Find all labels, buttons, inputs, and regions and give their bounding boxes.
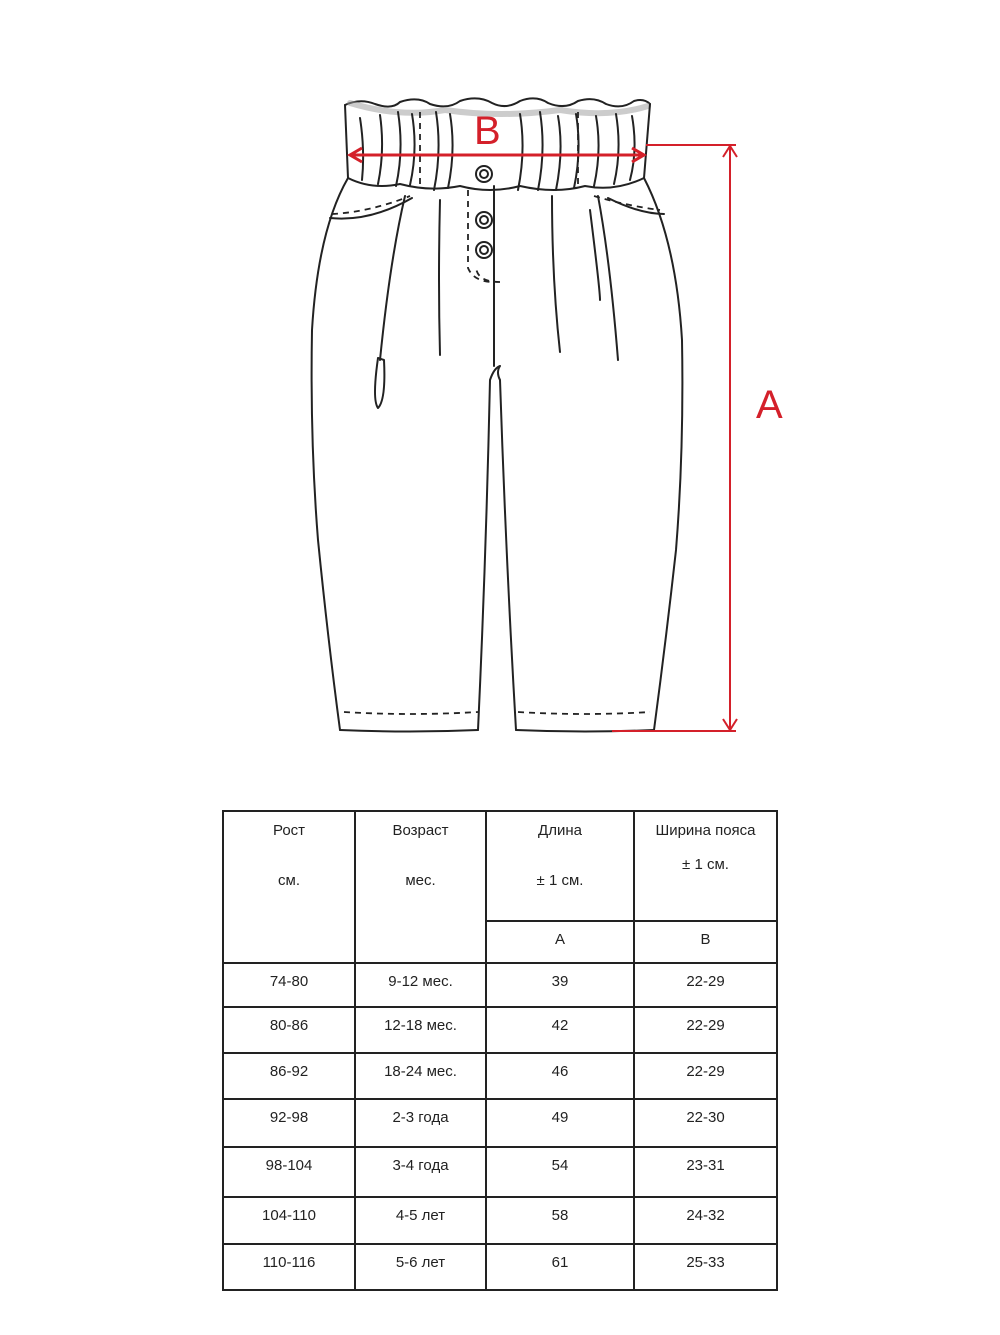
cell-length: 58	[486, 1197, 634, 1244]
cell-age: 2-3 года	[355, 1099, 486, 1147]
cell-age: 9-12 мес.	[355, 963, 486, 1007]
dimension-b-label: B	[474, 109, 501, 153]
cell-waist: 23-31	[634, 1147, 777, 1197]
cell-waist: 24-32	[634, 1197, 777, 1244]
cell-waist: 22-29	[634, 1007, 777, 1053]
cell-waist: 22-29	[634, 963, 777, 1007]
size-chart-table	[222, 810, 778, 1291]
waist-ruffle	[345, 98, 650, 106]
left-leg-outline	[312, 178, 348, 730]
cell-age: 18-24 мес.	[355, 1053, 486, 1099]
cell-height: 86-92	[223, 1053, 355, 1099]
cell-height: 80-86	[223, 1007, 355, 1053]
table-row	[223, 1007, 777, 1053]
cell-length: 42	[486, 1007, 634, 1053]
cell-height: 104-110	[223, 1197, 355, 1244]
table-row	[223, 1147, 777, 1197]
cell-height: 74-80	[223, 963, 355, 1007]
table-row	[223, 1244, 777, 1290]
header-waist: Ширина пояса ± 1 см.	[634, 811, 777, 921]
header-age: Возраст мес.	[355, 811, 486, 963]
header-length: Длина ± 1 см.	[486, 811, 634, 921]
cell-age: 5-6 лет	[355, 1244, 486, 1290]
table-body	[223, 963, 777, 1290]
table-row	[223, 963, 777, 1007]
header-height: Рост см.	[223, 811, 355, 963]
cell-age: 3-4 года	[355, 1147, 486, 1197]
hem-left	[340, 730, 478, 732]
table-row	[223, 1099, 777, 1147]
cell-height: 110-116	[223, 1244, 355, 1290]
cell-length: 39	[486, 963, 634, 1007]
table-row	[223, 1053, 777, 1099]
cell-length: 49	[486, 1099, 634, 1147]
table-row	[223, 1197, 777, 1244]
header-waist-code: B	[634, 921, 777, 963]
cell-age: 12-18 мес.	[355, 1007, 486, 1053]
cell-height: 98-104	[223, 1147, 355, 1197]
cell-waist: 22-30	[634, 1099, 777, 1147]
cell-waist: 25-33	[634, 1244, 777, 1290]
right-leg-outline	[644, 178, 682, 730]
cell-length: 61	[486, 1244, 634, 1290]
cell-age: 4-5 лет	[355, 1197, 486, 1244]
cell-length: 46	[486, 1053, 634, 1099]
cell-length: 54	[486, 1147, 634, 1197]
cell-height: 92-98	[223, 1099, 355, 1147]
dimension-a-label: A	[756, 383, 783, 427]
header-length-code: A	[486, 921, 634, 963]
cell-waist: 22-29	[634, 1053, 777, 1099]
